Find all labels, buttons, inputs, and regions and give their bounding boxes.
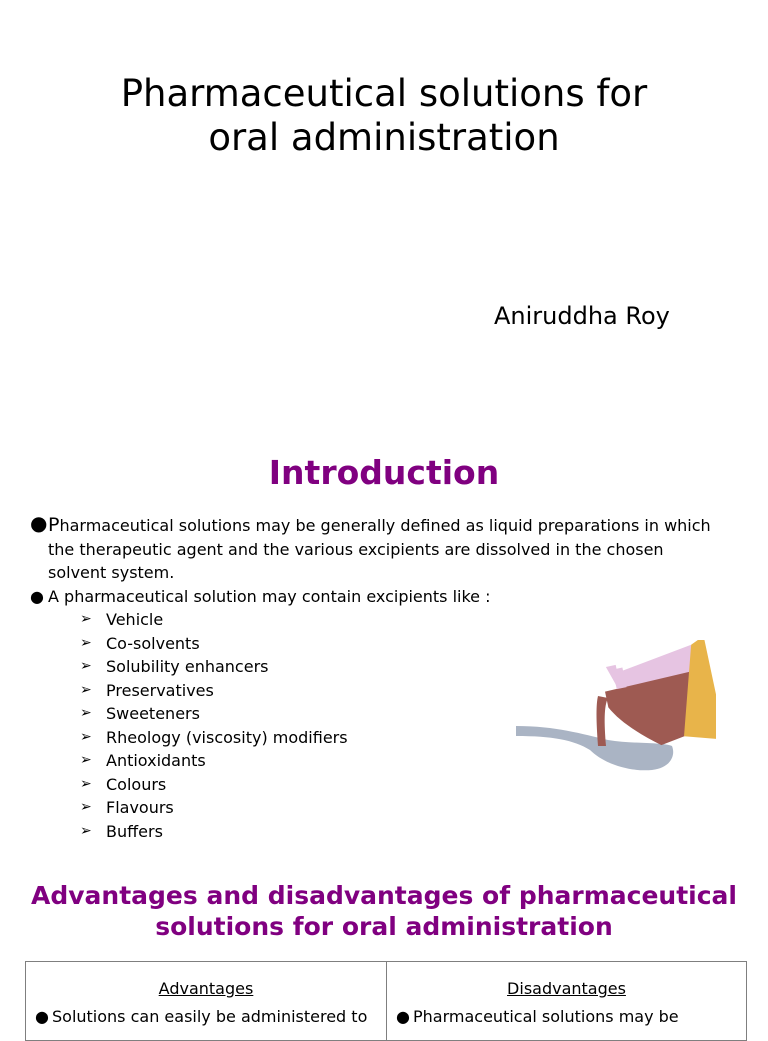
liquid-stream (597, 696, 609, 746)
arrow-bullet-icon: ➢ (80, 775, 92, 792)
arrow-bullet-icon: ➢ (80, 799, 92, 815)
advantages-heading-line-2: solutions for oral administration (155, 912, 613, 941)
intro-paragraph-1 (30, 511, 720, 585)
intro-paragraph-1-text: harmaceutical solutions may be generally defined as liquid preparations in which the therapeutic agent and the various excipients are dissolved in the chosen solvent system. (48, 516, 711, 582)
intro-heading: Introduction (268, 453, 500, 492)
advantages-heading-line-1: Advantages and disadvantages of pharmaceutical (31, 881, 737, 910)
advantages-table (25, 961, 747, 1041)
arrow-bullet-icon: ➢ (80, 681, 92, 698)
list-item (30, 608, 720, 632)
arrow-bullet-icon: ➢ (80, 611, 92, 627)
arrow-bullet-icon: ➢ (80, 634, 92, 651)
bullet-icon: ● (35, 1007, 49, 1026)
list-item (30, 820, 720, 844)
advantages-column (26, 962, 386, 1040)
arrow-bullet-icon: ➢ (80, 658, 92, 674)
excipient-label: Vehicle (106, 610, 164, 629)
title-line-2: oral administration (208, 116, 560, 159)
arrow-bullet-icon: ➢ (80, 752, 92, 768)
excipient-label: Rheology (viscosity) modifiers (106, 727, 348, 747)
excipient-label: Sweeteners (106, 704, 200, 723)
dropcap-letter: P (48, 514, 60, 536)
bullet-icon: ● (396, 1007, 410, 1026)
bullet-icon: ● (30, 511, 48, 535)
author-name: Aniruddha Roy (494, 302, 670, 330)
disadvantages-item-text: Pharmaceutical solutions may be (413, 1007, 679, 1026)
bottle-pouring-into-spoon-icon (512, 640, 716, 776)
excipient-label: Flavours (106, 798, 174, 817)
arrow-bullet-icon: ➢ (80, 822, 92, 839)
excipient-label: Colours (106, 774, 167, 794)
list-item (30, 773, 720, 797)
page-title (0, 72, 768, 160)
advantages-item (26, 1006, 386, 1028)
intro-paragraph-2 (30, 585, 720, 609)
list-item (30, 796, 720, 820)
advantages-item-text: Solutions can easily be administered to (52, 1007, 368, 1026)
excipient-label: Preservatives (106, 680, 214, 700)
excipient-label: Solubility enhancers (106, 657, 269, 676)
excipient-label: Co-solvents (106, 633, 200, 653)
advantages-heading (0, 880, 768, 942)
excipient-label: Buffers (106, 821, 163, 841)
arrow-bullet-icon: ➢ (80, 728, 92, 745)
advantages-column-header: Advantages (158, 979, 254, 998)
disadvantages-column-header: Disadvantages (507, 979, 626, 998)
arrow-bullet-icon: ➢ (80, 705, 92, 721)
title-line-1: Pharmaceutical solutions for (120, 72, 648, 115)
excipient-label: Antioxidants (106, 751, 206, 770)
bullet-icon: ● (30, 586, 44, 606)
intro-paragraph-2-text: A pharmaceutical solution may contain excipients like : (48, 586, 491, 606)
disadvantages-column (386, 962, 746, 1040)
disadvantages-item (387, 1006, 746, 1028)
